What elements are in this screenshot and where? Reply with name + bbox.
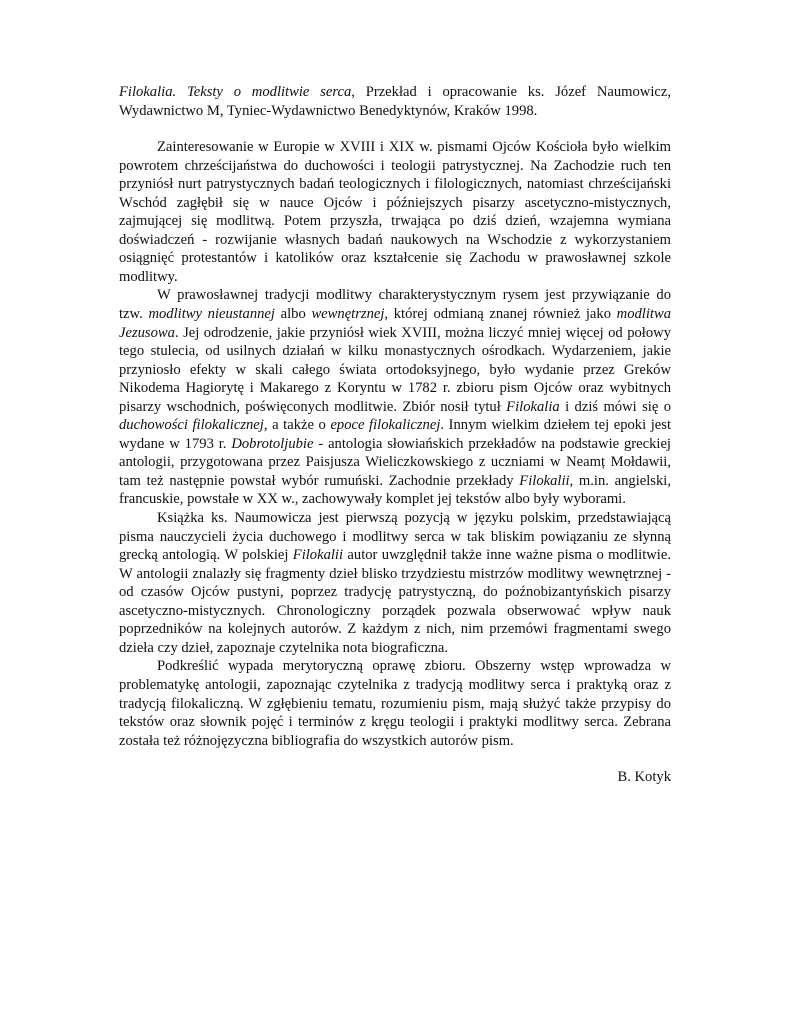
book-reference — [119, 83, 671, 120]
paragraph-text: - antologia słowiańskich przekładów na podstawie greckiej antologii, przygotowana przez Paisjusza Wieliczkowskiego z uczniami w Neamț Mołdawii, tam też następnie powstał wybór rumuński. Zachodnie przekłady — [119, 435, 671, 489]
emphasized-text: Filokalii — [292, 547, 344, 564]
book-publication-details: , Przekład i opracowanie ks. Józef Naumowicz, Wydawnictwo M, Tyniec-Wydawnictwo Benedyktynów, Kraków 1998. — [119, 84, 671, 119]
author-signature: B. Kotyk — [617, 769, 671, 786]
paragraph-text: , której odmianą znanej również jako — [384, 306, 617, 323]
emphasized-text: duchowości filokalicznej — [119, 417, 264, 434]
paragraph-text: Książka ks. Naumowicza jest pierwszą pozycją w języku polskim, przedstawiającą pisma nauczycieli życia duchowego i modlitwy serca w tak bliskim powiązaniu ze słynną grecką antologią. W polskiej — [119, 510, 671, 564]
emphasized-text: Filokalii — [519, 472, 570, 489]
body-paragraph — [119, 138, 671, 286]
body-paragraph — [119, 509, 671, 657]
emphasized-text: Dobrotoljubie — [231, 435, 314, 452]
paragraph-text: i dziś mówi się o — [559, 398, 671, 415]
review-body — [119, 138, 671, 750]
emphasized-text: epoce filokalicznej — [330, 417, 441, 434]
paragraph-text: W prawosławnej tradycji modlitwy charakterystycznym rysem jest przywiązanie do tzw. — [119, 287, 671, 323]
paragraph-text: albo — [274, 306, 312, 323]
emphasized-text: modlitwa Jezusowa — [119, 306, 671, 341]
emphasized-text: modlitwy nieustannej — [148, 306, 275, 323]
paragraph-text: Zainteresowanie w Europie w XVIII i XIX w. pismami Ojców Kościoła było wielkim powrotem chrześcijaństwa do duchowości i teologii patrystycznej. Na Zachodzie ruch ten przyniósł nurt patrystycznych badań teologicznych i filologicznych, natomiast chrześcijański Wschód zagłębił się w nauce Ojców i późniejszych pisarzy ascetyczno-mistycznych, zajmującej się modlitwą. Potem przyszła, trwająca po dziś dzień, wzajemna wymiana doświadczeń - rozwijanie własnych badań naukowych na Wschodzie z wykorzystaniem osiągnięć protestantów i katolików oraz kształcenie się Zachodu w prawosławnej szkole modlitwy. — [119, 139, 671, 285]
body-paragraph — [119, 286, 671, 509]
emphasized-text: Filokalia — [506, 398, 560, 415]
paragraph-text: . Jej odrodzenie, jakie przyniósł wiek XVIII, można liczyć mniej więcej od połowy tego stulecia, od usilnych działań w kilku monastycznych ośrodkach. Wydarzeniem, jakie przyniosło efekty w skali całego świata ortodoksyjnego, było wydanie przez Greków Nikodema Hagiorytę i Makarego z Koryntu w 1782 r. zbioru pism Ojców oraz wybitnych pisarzy wschodnich, poświęconych modlitwie. Zbiór nosił tytuł — [119, 324, 671, 415]
paragraph-text: . Innym wielkim dziełem tej epoki jest wydane w 1793 r. — [119, 417, 671, 452]
paragraph-text: , m.in. angielski, francuskie, powstałe w XX w., zachowywały komplet jej tekstów albo były wyborami. — [119, 472, 671, 508]
emphasized-text: wewnętrznej — [311, 306, 385, 323]
body-paragraph — [119, 657, 671, 750]
paragraph-text: , a także o — [263, 417, 331, 434]
book-title: Filokalia. Teksty o modlitwie serca — [119, 84, 352, 100]
paragraph-text: Podkreślić wypada merytoryczną oprawę zbioru. Obszerny wstęp wprowadza w problematykę antologii, zapoznając czytelnika z tradycją modlitwy serca i praktyką oraz z tradycją filokaliczną. W zgłębieniu tematu, rozumieniu pism, mają służyć także przypisy do tekstów oraz słownik pojęć i terminów z kręgu teologii i praktyki modlitwy serca. Zebrana została też różnojęzyczna bibliografia do wszystkich autorów pism. — [119, 658, 671, 749]
paragraph-text: autor uwzględnił także inne ważne pisma o modlitwie. W antologii znalazły się fragmenty dzieł blisko trzydziestu mistrzów modlitwy wewnętrznej - od czasów Ojców pustyni, poprzez tradycję patrystyczną, do poźnobizantyńskich pisarzy ascetyczno-mistycznych. Chronologiczny porządek pozwala obserwować wpływ nauk poprzedników na kolejnych autorów. Z każdym z nich, nim przemówi fragmentami swego dzieła czy dzieł, zapoznaje czytelnika nota biograficzna. — [119, 547, 671, 656]
review-text — [119, 83, 671, 787]
